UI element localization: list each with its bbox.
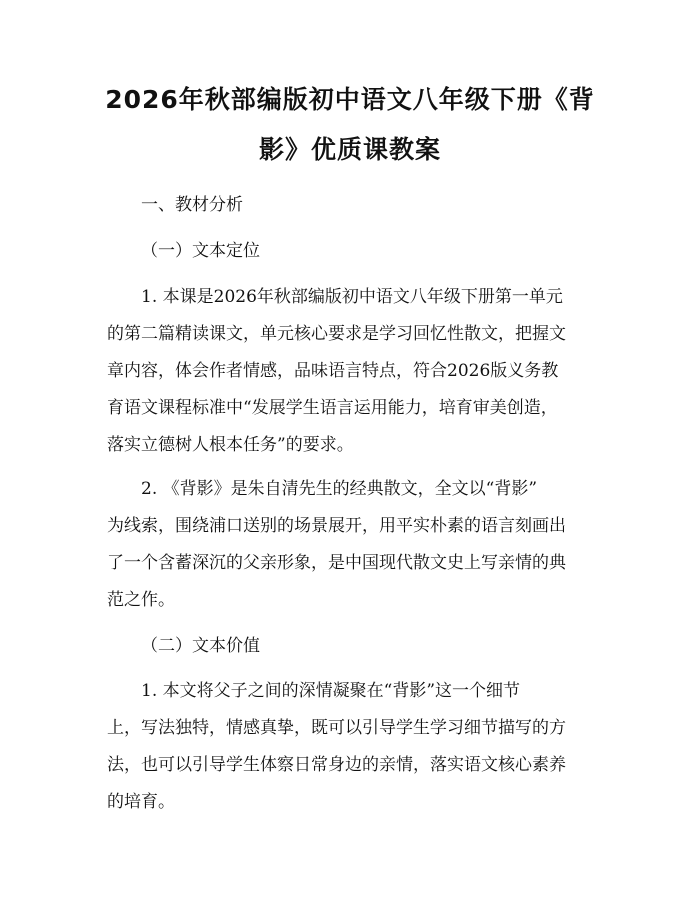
paragraph-1-line: 落实立德树人根本任务”的要求。 [107,435,354,455]
paragraph-2-line: 范之作。 [107,590,175,610]
paragraph-1-line: 的第二篇精读课文，单元核心要求是学习回忆性散文，把握文 [107,324,566,344]
paragraph-1-line: 1. 本课是2026年秋部编版初中语文八年级下册第一单元 [141,287,563,307]
document-title-line-2: 影》优质课教案 [258,135,441,164]
paragraph-1-line: 章内容，体会作者情感，品味语言特点，符合2026版义务教 [107,361,559,381]
paragraph-3-line: 法，也可以引导学生体察日常身边的亲情，落实语文核心素养 [107,755,566,775]
section-heading-textbook-analysis: 一、教材分析 [141,195,243,215]
paragraph-2-line: 为线索，围绕浦口送别的场景展开，用平实朴素的语言刻画出 [107,516,566,536]
subsection-heading-text-positioning: （一）文本定位 [141,241,260,261]
paragraph-3-line: 的培育。 [107,792,175,812]
subsection-heading-text-value: （二）文本价值 [141,636,260,656]
document-title-line-1: 2026年秋部编版初中语文八年级下册《背 [105,85,595,114]
paragraph-1-line: 育语文课程标准中“发展学生语言运用能力，培育审美创造， [107,398,558,418]
paragraph-3-line: 1. 本文将父子之间的深情凝聚在“背影”这一个细节 [141,681,521,701]
paragraph-3-line: 上，写法独特，情感真挚，既可以引导学生学习细节描写的方 [107,718,566,738]
paragraph-2-line: 2. 《背影》是朱自清先生的经典散文，全文以“背影” [141,479,538,499]
paragraph-2-line: 了一个含蓄深沉的父亲形象，是中国现代散文史上写亲情的典 [107,553,566,573]
